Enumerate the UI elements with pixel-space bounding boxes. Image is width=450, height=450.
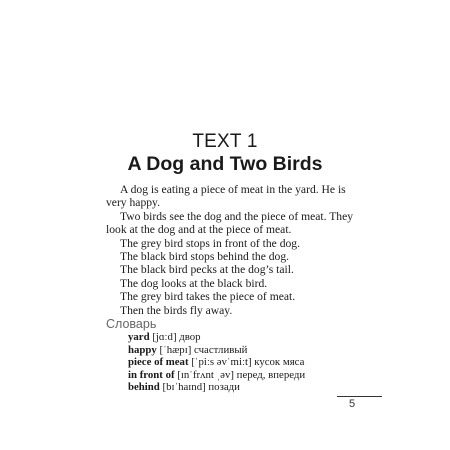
vocabulary-entry xyxy=(128,356,368,369)
vocabulary-translation: счастливый xyxy=(194,343,248,356)
story-paragraph: A dog is eating a piece of meat in the yard. He is very happy. xyxy=(106,183,346,210)
story-paragraph: The grey bird stops in front of the dog. xyxy=(120,236,300,250)
vocabulary-transcription: [ɪnˈfrʌnt ˌəv] xyxy=(177,368,234,381)
vocabulary-transcription: [ˈhæpɪ] xyxy=(159,343,192,356)
vocabulary-term: piece of meat xyxy=(128,356,189,369)
story-paragraph: Then the birds fly away. xyxy=(120,303,233,317)
page-number: 5 xyxy=(348,398,356,410)
vocabulary-transcription: [bɪˈhaɪnd] xyxy=(162,381,206,394)
vocabulary-term: yard xyxy=(128,331,150,343)
vocabulary-entry xyxy=(128,381,368,394)
vocabulary-translation: кусок мяса xyxy=(254,356,305,369)
story-paragraph: The black bird pecks at the dog’s tail. xyxy=(120,263,294,277)
vocabulary-entry xyxy=(128,344,368,357)
story-paragraph: The grey bird takes the piece of meat. xyxy=(120,290,296,304)
vocabulary-translation: перед, впереди xyxy=(236,368,306,381)
vocabulary-transcription: [jɑːd] xyxy=(152,331,177,343)
vocabulary-translation: двор xyxy=(179,331,201,343)
story-body xyxy=(106,183,356,317)
vocabulary-entry xyxy=(128,331,368,344)
page-number-rule xyxy=(337,396,382,397)
vocabulary-heading: Словарь xyxy=(106,317,157,331)
story-paragraph: The dog looks at the black bird. xyxy=(120,276,268,290)
story-title: A Dog and Two Birds xyxy=(127,153,323,175)
vocabulary-transcription: [ˈpiːs əvˈmiːt] xyxy=(191,356,252,369)
vocabulary-list xyxy=(128,331,368,394)
vocabulary-term: behind xyxy=(128,381,160,394)
story-paragraph: Two birds see the dog and the piece of meat. They look at the dog and at the piece of meat. xyxy=(106,209,354,237)
story-paragraph: The black bird stops behind the dog. xyxy=(120,250,290,264)
vocabulary-translation: позади xyxy=(208,381,240,394)
vocabulary-term: in front of xyxy=(128,368,175,381)
vocabulary-term: happy xyxy=(128,343,157,356)
vocabulary-entry xyxy=(128,369,368,382)
text-number: TEXT 1 xyxy=(192,131,258,152)
